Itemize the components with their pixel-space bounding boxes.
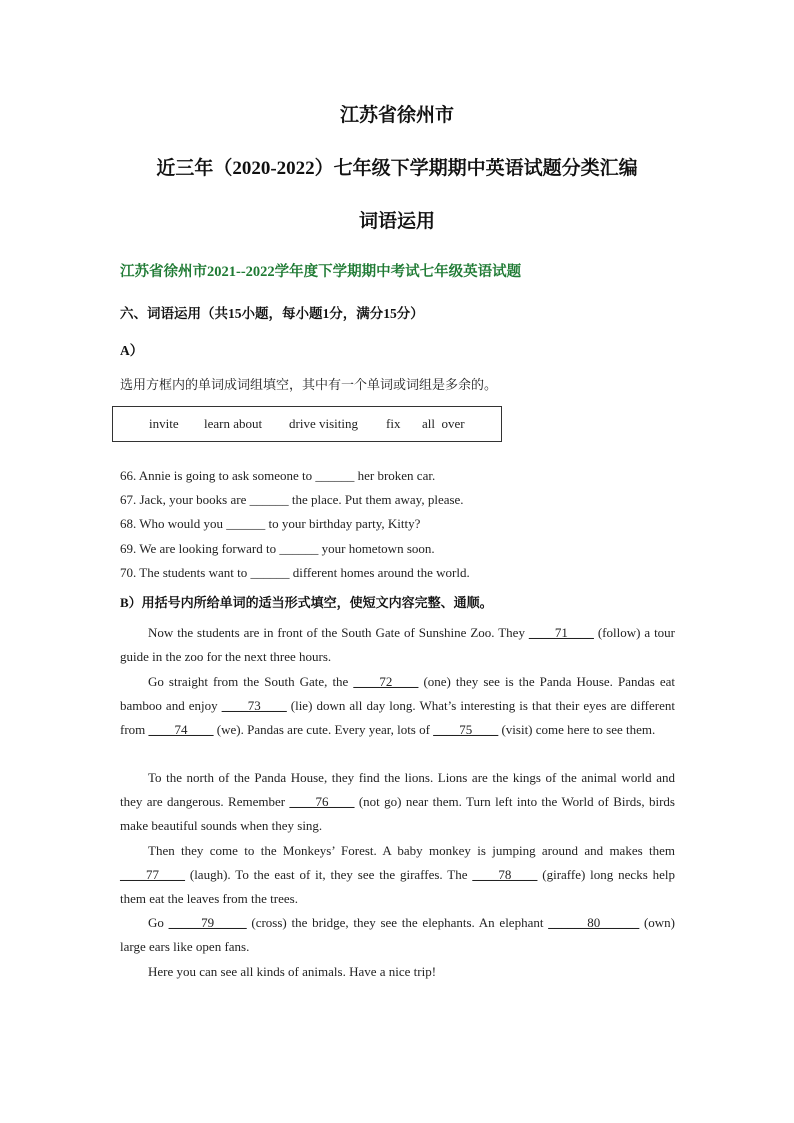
word-option: invite — [149, 416, 179, 431]
question-67: 67. Jack, your books are ______ the place. Put them away, please. — [120, 492, 464, 507]
passage-text: (cross) the bridge, they see the elephants. An elephant — [246, 915, 549, 930]
passage-text: To the north of the Panda House, they find the lions. Lions are the kings of the animal world and they are dangerous. Remember — [120, 770, 675, 810]
word-option: drive visiting — [289, 416, 358, 431]
passage-text: (visit) come here to see them. — [498, 722, 656, 738]
passage-text: (not go) near them. Turn left into the World of Birds, birds make beautiful sounds when they sing. — [120, 794, 675, 834]
passage-paragraph-3 — [120, 766, 675, 839]
blank-73: ____73____ — [221, 698, 287, 714]
passage-paragraph-1 — [120, 621, 675, 669]
title-topic: 词语运用 — [358, 211, 435, 232]
passage-text: (own) large ears like open fans. — [120, 915, 676, 955]
passage-paragraph-2 — [120, 670, 675, 743]
blank-72: ____72____ — [353, 674, 419, 689]
passage-paragraph-4 — [120, 839, 675, 912]
blank-74: ____74____ — [148, 722, 214, 738]
passage-text: (we). Pandas are cute. Every year, lots of — [213, 722, 434, 738]
passage-paragraph-6: Here you can see all kinds of animals. Have a nice trip! — [148, 964, 437, 979]
blank-80: ______80______ — [548, 915, 640, 930]
passage-text: Now the students are in front of the South Gate of Sunshine Zoo. They — [148, 625, 529, 640]
word-option: all over — [422, 416, 465, 431]
question-70: 70. The students want to ______ different homes around the world. — [120, 565, 470, 580]
passage-text: (follow) a tour guide in the zoo for the next three hours. — [120, 625, 676, 665]
title-region: 江苏省徐州市 — [339, 105, 454, 126]
part-a-instruction: 选用方框内的单词成词组填空，其中有一个单词或词组是多余的。 — [120, 378, 498, 393]
part-a-label: A） — [120, 343, 144, 358]
part-b-heading: B）用括号内所给单词的适当形式填空，使短文内容完整、通顺。 — [120, 595, 493, 610]
blank-78: ____78____ — [472, 867, 538, 883]
passage-text: (laugh). To the east of it, they see the giraffes. The — [185, 867, 473, 883]
question-66: 66. Annie is going to ask someone to ______ her broken car. — [120, 468, 436, 483]
section-heading: 六、词语运用（共15小题，每小题1分，满分15分） — [120, 306, 424, 321]
word-option: learn about — [204, 416, 263, 431]
title-collection: 近三年（2020-2022）七年级下学期期中英语试题分类汇编 — [156, 158, 638, 179]
passage-text: Go — [148, 915, 169, 930]
passage-paragraph-5 — [120, 911, 675, 959]
passage-text: Go straight from the South Gate, the — [148, 674, 354, 689]
question-69: 69. We are looking forward to ______ your hometown soon. — [120, 541, 435, 556]
passage-text: (lie) down all day long. What’s interesting is that their eyes are different from — [120, 698, 675, 738]
blank-71: ____71____ — [528, 625, 594, 640]
passage-text: (one) they see is the Panda House. Pandas eat bamboo and enjoy — [120, 674, 675, 714]
word-box — [112, 406, 502, 442]
exam-source-heading: 江苏省徐州市2021--2022学年度下学期期中考试七年级英语试题 — [120, 264, 522, 280]
word-option: fix — [386, 416, 401, 431]
blank-75: ____75____ — [433, 722, 499, 738]
blank-79: _____79_____ — [168, 915, 247, 930]
blank-76: ____76____ — [289, 794, 355, 810]
question-68: 68. Who would you ______ to your birthday party, Kitty? — [120, 516, 421, 531]
passage-text: (giraffe) long necks help them eat the leaves from the trees. — [120, 867, 675, 907]
passage-text: Then they come to the Monkeys’ Forest. A baby monkey is jumping around and makes them — [148, 843, 675, 858]
blank-77: ____77____ — [120, 867, 185, 883]
